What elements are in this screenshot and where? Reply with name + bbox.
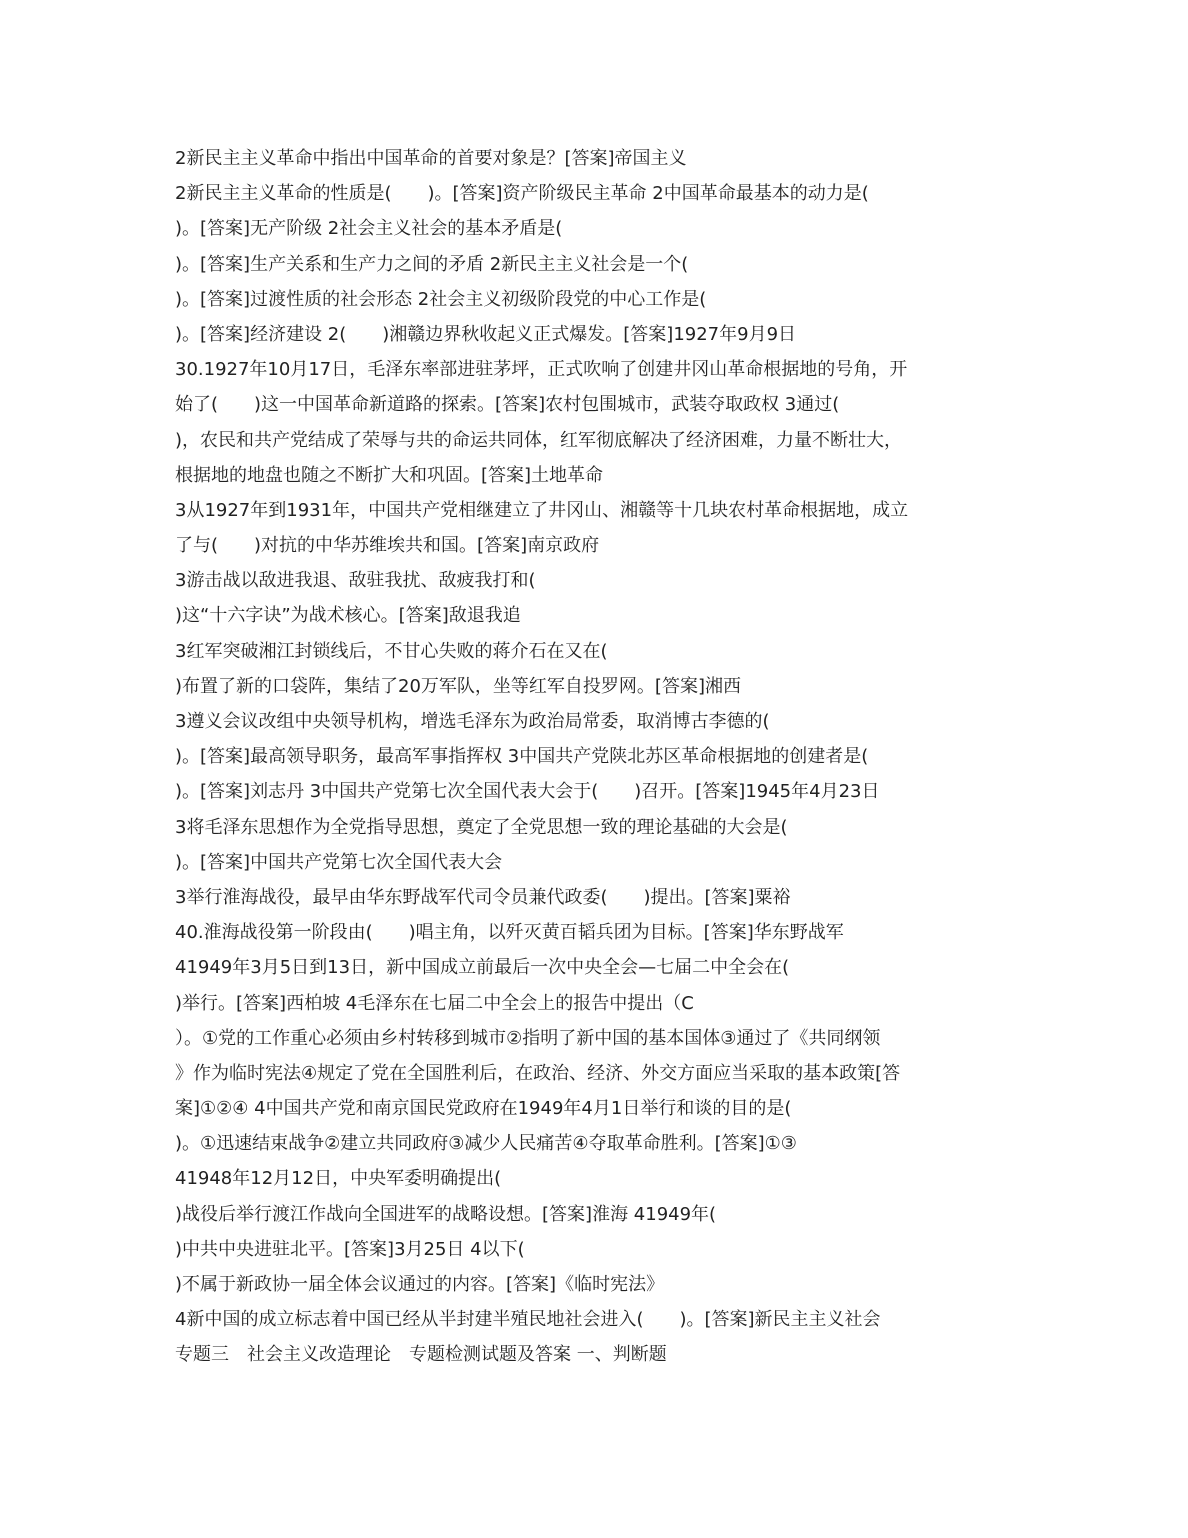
text-line: 4新中国的成立标志着中国已经从半封建半殖民地社会进入( )。[答案]新民主主义社会 <box>175 1309 881 1331</box>
text-line: 3红军突破湘江封锁线后，不甘心失败的蒋介石在又在( <box>175 640 608 662</box>
text-line: 了与( )对抗的中华苏维埃共和国。[答案]南京政府 <box>175 535 600 557</box>
text-line: 3从1927年到1931年，中国共产党相继建立了井冈山、湘赣等十几块农村革命根据地，成立 <box>175 499 909 521</box>
text-line: 30.1927年10月17日，毛泽东率部进驻茅坪，正式吹响了创建井冈山革命根据地的号角，开 <box>175 359 908 381</box>
text-line: )这“十六字诀”为战术核心。[答案]敌退我追 <box>175 605 521 627</box>
section-heading: 专题三 社会主义改造理论 专题检测试题及答案 一、判断题 <box>175 1344 667 1366</box>
text-line: )。[答案]刘志丹 3中国共产党第七次全国代表大会于( )召开。[答案]1945年4月23日 <box>175 781 880 803</box>
text-line: 3遵义会议改组中央领导机构，增选毛泽东为政治局常委，取消博古李德的( <box>175 711 770 732</box>
document-page <box>175 141 1015 1373</box>
text-line: 3将毛泽东思想作为全党指导思想，奠定了全党思想一致的理论基础的大会是( <box>175 816 788 838</box>
text-line: )。[答案]最高领导职务，最高军事指挥权 3中国共产党陕北苏区革命根据地的创建者是( <box>175 746 869 768</box>
text-line: ）。①党的工作重心必须由乡村转移到城市②指明了新中国的基本国体③通过了《共同纲领 <box>175 1027 881 1049</box>
text-line: 3举行淮海战役，最早由华东野战军代司令员兼代政委( )提出。[答案]粟裕 <box>175 886 791 908</box>
text-line: 》作为临时宪法④规定了党在全国胜利后，在政治、经济、外交方面应当采取的基本政策[答 <box>175 1062 901 1084</box>
text-line: )中共中央进驻北平。[答案]3月25日 4以下( <box>175 1238 525 1260</box>
text-line: 40.淮海战役第一阶段由( )唱主角，以歼灭黄百韬兵团为目标。[答案]华东野战军 <box>175 922 844 944</box>
text-line: 41948年12月12日，中央军委明确提出( <box>175 1168 502 1190</box>
text-line: 始了( )这一中国革命新道路的探索。[答案]农村包围城市，武装夺取政权 3通过( <box>175 394 840 416</box>
text-line: 2新民主主义革命中指出中国革命的首要对象是？[答案]帝国主义 <box>175 148 687 169</box>
text-line: )不属于新政协一届全体会议通过的内容。[答案]《临时宪法》 <box>175 1274 665 1295</box>
text-line: 根据地的地盘也随之不断扩大和巩固。[答案]土地革命 <box>175 464 604 486</box>
text-line: )。[答案]生产关系和生产力之间的矛盾 2新民主主义社会是一个( <box>175 253 689 275</box>
text-line: )。①迅速结束战争②建立共同政府③减少人民痛苦④夺取革命胜利。[答案]①③ <box>175 1133 797 1155</box>
text-line: 2新民主主义革命的性质是( )。[答案]资产阶级民主革命 2中国革命最基本的动力是( <box>175 183 869 205</box>
text-line: 41949年3月5日到13日，新中国成立前最后一次中央全会—七届二中全会在( <box>175 957 790 979</box>
text-line: )。[答案]经济建设 2( )湘赣边界秋收起义正式爆发。[答案]1927年9月9日 <box>175 323 797 345</box>
text-line: )战役后举行渡江作战向全国进军的战略设想。[答案]淮海 41949年( <box>175 1203 717 1225</box>
text-line: 3游击战以敌进我退、敌驻我扰、敌疲我打和( <box>175 570 536 592</box>
text-line: )。[答案]过渡性质的社会形态 2社会主义初级阶段党的中心工作是( <box>175 288 707 310</box>
text-line: )举行。[答案]西柏坡 4毛泽东在七届二中全会上的报告中提出（C <box>175 992 694 1014</box>
text-line: )，农民和共产党结成了荣辱与共的命运共同体，红军彻底解决了经济困难，力量不断壮大， <box>175 429 903 451</box>
text-line: )。[答案]中国共产党第七次全国代表大会 <box>175 851 503 873</box>
text-line: 案]①②④ 4中国共产党和南京国民党政府在1949年4月1日举行和谈的目的是( <box>175 1098 792 1120</box>
text-line: )。[答案]无产阶级 2社会主义社会的基本矛盾是( <box>175 218 563 240</box>
text-line: )布置了新的口袋阵，集结了20万军队，坐等红军自投罗网。[答案]湘西 <box>175 675 741 697</box>
